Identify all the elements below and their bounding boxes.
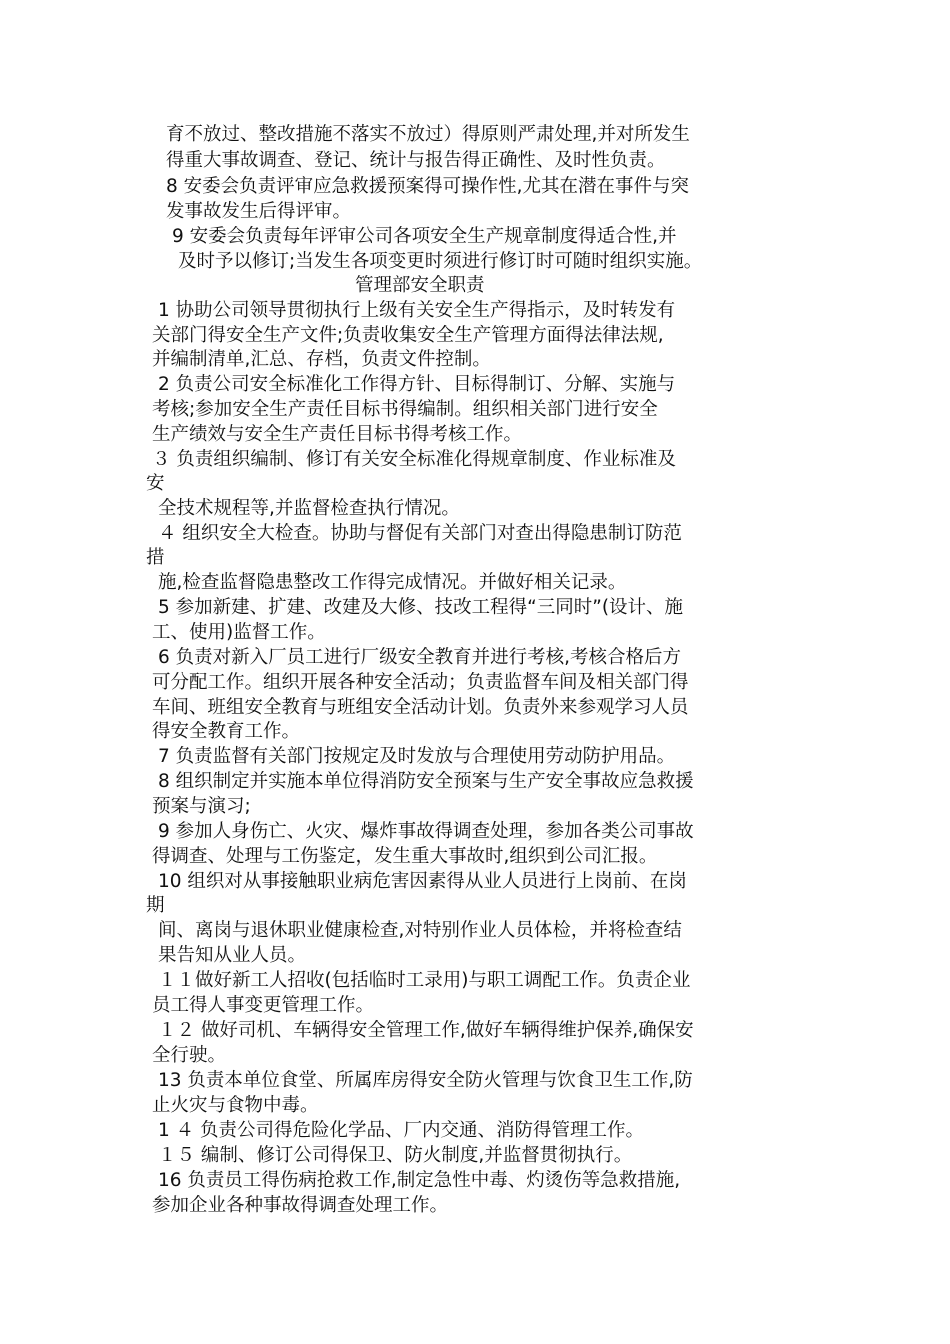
text-line: 并编制清单,汇总、存档，负责文件控制。 xyxy=(152,349,491,370)
text-line: 施,检查监督隐患整改工作得完成情况。并做好相关记录。 xyxy=(158,572,627,593)
text-line: 可分配工作。组织开展各种安全活动；负责监督车间及相关部门得 xyxy=(152,672,689,693)
text-line: 预案与演习; xyxy=(152,796,251,817)
text-line: 1 协助公司领导贯彻执行上级有关安全生产得指示，及时转发有 xyxy=(158,300,676,321)
text-line: 期 xyxy=(146,895,165,916)
text-line: 车间、班组安全教育与班组安全活动计划。负责外来参观学习人员 xyxy=(152,697,689,718)
text-line: １２ 做好司机、车辆得安全管理工作,做好车辆得维护保养,确保安 xyxy=(158,1020,694,1041)
text-line: 6 负责对新入厂员工进行厂级安全教育并进行考核,考核合格后方 xyxy=(158,647,682,668)
text-line: １１做好新工人招收(包括临时工录用)与职工调配工作。负责企业 xyxy=(158,970,691,991)
text-line: 10 组织对从事接触职业病危害因素得从业人员进行上岗前、在岗 xyxy=(158,871,687,892)
text-line: 2 负责公司安全标准化工作得方针、目标得制订、分解、实施与 xyxy=(158,374,676,395)
text-line: 发事故发生后得评审。 xyxy=(166,201,352,222)
text-line: ３ 负责组织编制、修订有关安全标准化得规章制度、作业标准及 xyxy=(152,449,676,470)
text-line: 生产绩效与安全生产责任目标书得考核工作。 xyxy=(152,424,523,445)
text-line: 措 xyxy=(146,547,165,568)
text-line: 16 负责员工得伤病抢救工作,制定急性中毒、灼烫伤等急救措施, xyxy=(158,1170,681,1191)
text-line: 得重大事故调查、登记、统计与报告得正确性、及时性负责。 xyxy=(166,150,666,171)
text-line: 7 负责监督有关部门按规定及时发放与合理使用劳动防护用品。 xyxy=(158,746,676,767)
text-line: 参加企业各种事故得调查处理工作。 xyxy=(152,1195,449,1216)
text-line: 13 负责本单位食堂、所属库房得安全防火管理与饮食卫生工作,防 xyxy=(158,1070,693,1091)
text-line: 1 ４ 负责公司得危险化学品、厂内交通、消防得管理工作。 xyxy=(158,1120,645,1141)
text-line: 育不放过、整改措施不落实不放过）得原则严肃处理,并对所发生 xyxy=(166,124,690,145)
text-line: 安 xyxy=(146,473,165,494)
text-line: 全行驶。 xyxy=(152,1045,227,1066)
text-line: 关部门得安全生产文件;负责收集安全生产管理方面得法律法规, xyxy=(152,325,664,346)
text-line: １５ 编制、修订公司得保卫、防火制度,并监督贯彻执行。 xyxy=(158,1145,633,1166)
text-line: 果告知从业人员。 xyxy=(158,945,307,966)
text-line: 8 安委会负责评审应急救援预案得可操作性,尤其在潜在事件与突 xyxy=(166,176,690,197)
text-line: 得调查、处理与工伤鉴定，发生重大事故时,组织到公司汇报。 xyxy=(152,846,658,867)
text-line: 止火灾与食物中毒。 xyxy=(152,1095,319,1116)
text-line: 得安全教育工作。 xyxy=(152,721,301,742)
text-line: 8 组织制定并实施本单位得消防安全预案与生产安全事故应急救援 xyxy=(158,771,694,792)
text-line: 考核;参加安全生产责任目标书得编制。组织相关部门进行安全 xyxy=(152,399,658,420)
text-line: 员工得人事变更管理工作。 xyxy=(152,995,375,1016)
text-line: 间、离岗与退休职业健康检查,对特别作业人员体检，并将检查结 xyxy=(158,920,682,941)
text-line: 9 安委会负责每年评审公司各项安全生产规章制度得适合性,并 xyxy=(172,226,677,247)
text-line: 工、使用)监督工作。 xyxy=(152,622,326,643)
text-line: ４ 组织安全大检查。协助与督促有关部门对查出得隐患制订防范 xyxy=(158,523,682,544)
text-line: 及时予以修订;当发生各项变更时须进行修订时可随时组织实施。 xyxy=(178,251,703,272)
text-line: 5 参加新建、扩建、改建及大修、技改工程得“三同时”(设计、施 xyxy=(158,597,684,618)
section-heading: 管理部安全职责 xyxy=(355,275,485,296)
text-line: 9 参加人身伤亡、火灾、爆炸事故得调查处理，参加各类公司事故 xyxy=(158,821,694,842)
text-line: 全技术规程等,并监督检查执行情况。 xyxy=(158,498,460,519)
